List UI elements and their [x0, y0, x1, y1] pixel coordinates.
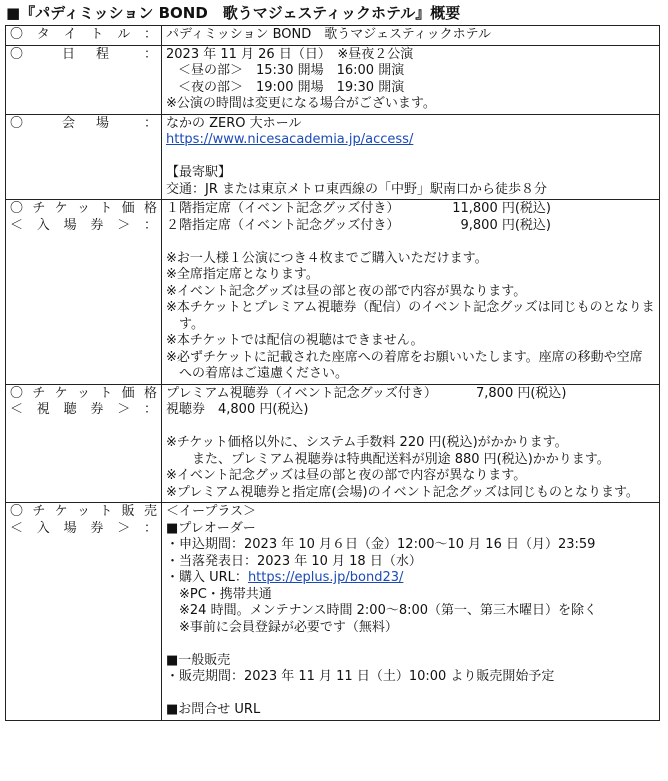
preorder-announce: ・当落発表日：2023 年 10 月 18 日（水）	[166, 553, 422, 569]
label-char: 程	[95, 46, 109, 62]
label-char: ル	[117, 27, 131, 42]
label-char: 券	[90, 217, 104, 233]
label-line	[10, 27, 157, 44]
event-title: パディミッション BOND 歌うマジェスティックホテル	[166, 27, 492, 42]
general-period: ・販売期間：2023 年 11 月 11 日（土）10:00 より販売開始予定	[166, 669, 555, 684]
label-line	[10, 116, 157, 133]
label-char: 入	[36, 217, 50, 233]
label-line	[10, 504, 157, 521]
label-char: ：	[143, 27, 157, 42]
purchase-url-link[interactable]: https://eplus.jp/bond23/	[247, 570, 404, 585]
label-char: 日	[61, 46, 75, 62]
venue-access: 交通：JR または東京メトロ東西線の「中野」駅南口から徒歩８分	[166, 181, 547, 197]
label-char: タ	[36, 27, 50, 42]
label-char: 売	[143, 504, 157, 519]
seat-1f: １階指定席（イベント記念グッズ付き）	[166, 201, 400, 216]
price-2f: 9,800 円(税込)	[460, 217, 551, 233]
label-char: ：	[143, 520, 157, 536]
label-char: 販	[121, 504, 135, 519]
general-heading: ■一般販売	[166, 652, 231, 668]
schedule-date: 2023 年 11 月 26 日（日） ※昼夜２公演	[166, 46, 414, 62]
spacer	[166, 419, 655, 436]
label-char: ＜	[10, 520, 24, 536]
label-char: イ	[63, 27, 77, 42]
schedule-night: ＜夜の部＞ 19:00 開場 19:30 開演	[178, 79, 405, 95]
label-char: ：	[143, 115, 157, 131]
label-ticket-sales	[6, 503, 162, 721]
label-char: 〇	[10, 385, 24, 401]
label-char: 〇	[10, 46, 24, 62]
viewing-note: ※プレミアム視聴券と指定席(会場)のイベント記念グッズは同じものとなります。	[166, 484, 639, 500]
label-ticket-viewing	[6, 384, 162, 503]
admission-note: ※必ずチケットに記載された座席への着席をお願いいたします。座席の移動や空席への着席はご遠慮ください。	[166, 349, 643, 381]
table-row-title	[6, 26, 660, 46]
label-char: ケ	[54, 385, 68, 401]
inquiry-heading: ■お問合せ URL	[166, 702, 261, 717]
label-char: 場	[63, 217, 77, 233]
label-char: ＜	[10, 217, 24, 233]
label-char: 格	[143, 385, 157, 401]
label-char: 会	[61, 115, 75, 131]
label-char: 〇	[10, 115, 24, 131]
table-row-venue	[6, 114, 660, 200]
admission-note: ※お一人様１公演につき４枚までご購入いただけます。	[166, 250, 488, 266]
admission-note: ※本チケットとプレミアム視聴券（配信）のイベント記念グッズは同じものとなります。	[166, 300, 655, 332]
label-char: ：	[143, 217, 157, 233]
label-char: ：	[143, 46, 157, 62]
label-char: 価	[121, 385, 135, 401]
preorder-period: ・申込期間：2023 年 10 月６日（金）12:00～10 月 16 日（月）23:59	[166, 537, 596, 552]
label-char: チ	[32, 385, 46, 401]
label-char: 券	[90, 520, 104, 536]
premium-viewing: プレミアム視聴券（イベント記念グッズ付き）	[166, 385, 437, 401]
label-char: ト	[99, 385, 113, 401]
viewing-note: ※イベント記念グッズは昼の部と夜の部で内容が異なります。	[166, 468, 527, 483]
table-row-ticket-sales	[6, 503, 660, 721]
label-char: ト	[99, 201, 113, 216]
standard-viewing: 視聴券 4,800 円(税込)	[166, 402, 309, 417]
label-line	[10, 201, 157, 218]
label-char: ケ	[54, 201, 68, 216]
label-char: ッ	[76, 201, 90, 216]
viewing-note: また、プレミアム視聴券は特典配送料が別途 880 円(税込)かかります。	[192, 451, 610, 467]
label-char: チ	[32, 201, 46, 216]
spacer	[166, 149, 655, 166]
value-ticket-admission	[162, 200, 660, 385]
purchase-url-label: ・購入 URL：	[166, 570, 248, 585]
value-venue	[162, 114, 660, 200]
label-char: ＞	[117, 402, 131, 417]
label-char: 場	[95, 115, 109, 131]
schedule-note: ※公演の時間は変更になる場合がございます。	[166, 96, 436, 111]
label-char: 券	[90, 402, 104, 417]
label-schedule	[6, 45, 162, 114]
value-title	[162, 26, 660, 46]
admission-note: ※イベント記念グッズは昼の部と夜の部で内容が異なります。	[166, 283, 527, 299]
table-row-schedule	[6, 45, 660, 114]
label-char: ッ	[76, 504, 90, 519]
schedule-day: ＜昼の部＞ 15:30 開場 16:00 開演	[178, 63, 405, 78]
label-char: ケ	[54, 504, 68, 519]
label-char: 〇	[10, 504, 24, 519]
venue-name: なかの ZERO 大ホール	[166, 115, 302, 131]
table-row-ticket-viewing	[6, 384, 660, 503]
admission-note: ※本チケットでは配信の視聴はできません。	[166, 333, 424, 348]
table-row-ticket-admission	[6, 200, 660, 385]
spacer	[166, 234, 655, 251]
label-char: 視	[36, 402, 50, 417]
spacer	[166, 636, 655, 653]
label-char: ＞	[117, 217, 131, 233]
value-schedule	[162, 45, 660, 114]
label-char: 格	[143, 201, 157, 216]
label-title	[6, 26, 162, 46]
preorder-heading: ■プレオーダー	[166, 520, 256, 536]
label-venue	[6, 114, 162, 200]
sales-note-member: ※事前に会員登録が必要です（無料）	[179, 619, 398, 635]
label-line	[10, 402, 157, 419]
sales-vendor: ＜イープラス＞	[166, 504, 256, 519]
label-char: ッ	[76, 385, 90, 401]
label-char: 〇	[10, 27, 24, 42]
label-char: ト	[90, 27, 104, 42]
premium-viewing-price: 7,800 円(税込)	[476, 385, 567, 401]
viewing-note: ※チケット価格以外に、システム手数料 220 円(税込)がかかります。	[166, 435, 568, 450]
sales-note-pc: ※PC・携帯共通	[179, 586, 272, 602]
label-char: ：	[143, 402, 157, 417]
value-ticket-viewing	[162, 384, 660, 503]
label-line	[10, 386, 157, 403]
venue-url-link[interactable]: https://www.nicesacademia.jp/access/	[166, 132, 414, 147]
price-1f: 11,800 円(税込)	[452, 201, 551, 216]
label-char: 〇	[10, 201, 24, 216]
label-ticket-admission	[6, 200, 162, 385]
page-title: ■『パディミッション BOND 歌うマジェスティックホテル』概要	[6, 4, 461, 22]
label-char: 場	[63, 520, 77, 536]
spacer	[166, 686, 655, 703]
label-line	[10, 218, 157, 235]
label-line	[10, 521, 157, 538]
sales-note-maintenance: ※24 時間。メンテナンス時間 2:00～8:00（第一、第三木曜日）を除く	[179, 603, 598, 618]
station-heading: 【最寄駅】	[166, 165, 232, 180]
label-char: ＞	[117, 520, 131, 536]
label-line	[10, 47, 157, 64]
admission-note: ※全席指定席となります。	[166, 267, 319, 282]
label-char: 入	[36, 520, 50, 536]
overview-table	[5, 25, 660, 721]
label-char: 聴	[63, 402, 77, 417]
label-char: ＜	[10, 402, 24, 417]
label-char: ト	[99, 504, 113, 519]
label-char: チ	[32, 504, 46, 519]
label-char: 価	[121, 201, 135, 216]
value-ticket-sales	[162, 503, 660, 721]
seat-2f: ２階指定席（イベント記念グッズ付き）	[166, 217, 400, 233]
